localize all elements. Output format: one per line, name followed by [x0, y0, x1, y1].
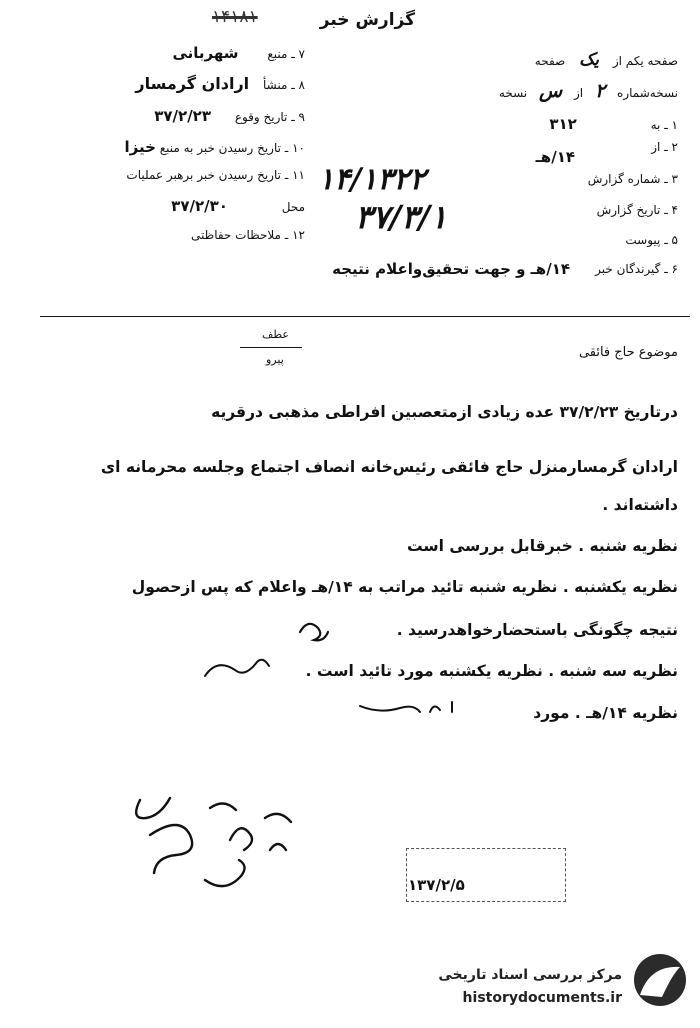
- copy-number-label: نسخه‌شماره ۲ از س نسخه: [498, 80, 678, 102]
- body-line-1: درتاریخ ۳۷/۲/۲۳ عده زیادی ازمتعصبین افراطی مذهبی درقریه: [211, 403, 678, 421]
- received-date-field: ۱۰ ـ تاریخ رسیدن خبر به منبع خیزا: [124, 138, 305, 156]
- report-number-label: ۳ ـ شماره گزارش: [587, 172, 678, 186]
- report-number-hand: ۱۴/۱۳۲۲: [318, 162, 426, 197]
- body-line-6: نتیجه چگونگی باستحضارخواهدرسید .: [396, 621, 678, 639]
- ops-place-field: محل ۳۷/۲/۳۰: [171, 197, 305, 215]
- body-line-2: ارادان گرمسارمنزل حاج فائقی رئیس‌خانه انصاف اجتماع وجلسه محرمانه ای: [100, 458, 678, 476]
- archive-logo-url: historydocuments.ir: [462, 990, 622, 1006]
- recipients-label: ۶ ـ گیرندگان خبر: [595, 262, 678, 276]
- body-line-8: نظریه ۱۴/هـ . مورد: [533, 704, 678, 722]
- from-field: ۲ ـ از: [651, 140, 678, 154]
- source-field: ۷ ـ منبع شهربانی: [172, 44, 305, 62]
- reference-bottom: پیرو: [266, 353, 284, 366]
- body-line-4: نظریه شنبه . خبرقابل بررسی است: [407, 537, 678, 555]
- reference-top: عطف: [262, 328, 289, 341]
- report-date-hand: ۳۷/۳/۱: [355, 198, 448, 236]
- attachment-label: ۵ ـ پیوست: [625, 233, 678, 247]
- page-count-label: صفحه یکم از یک صفحه: [534, 50, 678, 70]
- subject-line: موضوع حاج فائقی: [578, 345, 678, 360]
- received-stamp-number: ۱۳۷/۲/۵: [408, 876, 465, 894]
- archive-logo-title: مرکز بررسی اسناد تاریخی: [438, 967, 622, 983]
- origin-field: ۸ ـ منشأ ارادان گرمسار: [135, 74, 305, 93]
- body-line-7: نظریه سه شنبه . نظریه یکشنبه مورد تائید است .: [305, 662, 678, 680]
- struck-code: ۱۴۱۸۱: [212, 7, 258, 27]
- body-line-5: نظریه یکشنبه . نظریه شنبه تائید مراتب به ۱۴/هـ واعلام که پس ازحصول: [131, 578, 678, 596]
- reference-separator: [240, 347, 302, 348]
- body-line-3: داشته‌اند .: [602, 496, 678, 514]
- form-title: گزارش خبر: [319, 10, 415, 30]
- ops-date-field: ۱۱ ـ تاریخ رسیدن خبر برهبر عملیات: [126, 168, 305, 182]
- report-date-label: ۴ ـ تاریخ گزارش: [596, 203, 678, 217]
- event-date-field: ۹ ـ تاریخ وقوع ۳۷/۲/۲۳: [154, 107, 305, 125]
- security-notes-field: ۱۲ ـ ملاحظات حفاظتی: [191, 228, 305, 242]
- to-field: ۱ ـ به ۳۱۲: [549, 115, 678, 133]
- header-divider: [40, 316, 690, 317]
- from-value: ۱۴/هـ: [535, 148, 575, 166]
- recipients-value: ۱۴/هـ و جهت تحقیق‌واعلام نتیجه: [332, 260, 570, 278]
